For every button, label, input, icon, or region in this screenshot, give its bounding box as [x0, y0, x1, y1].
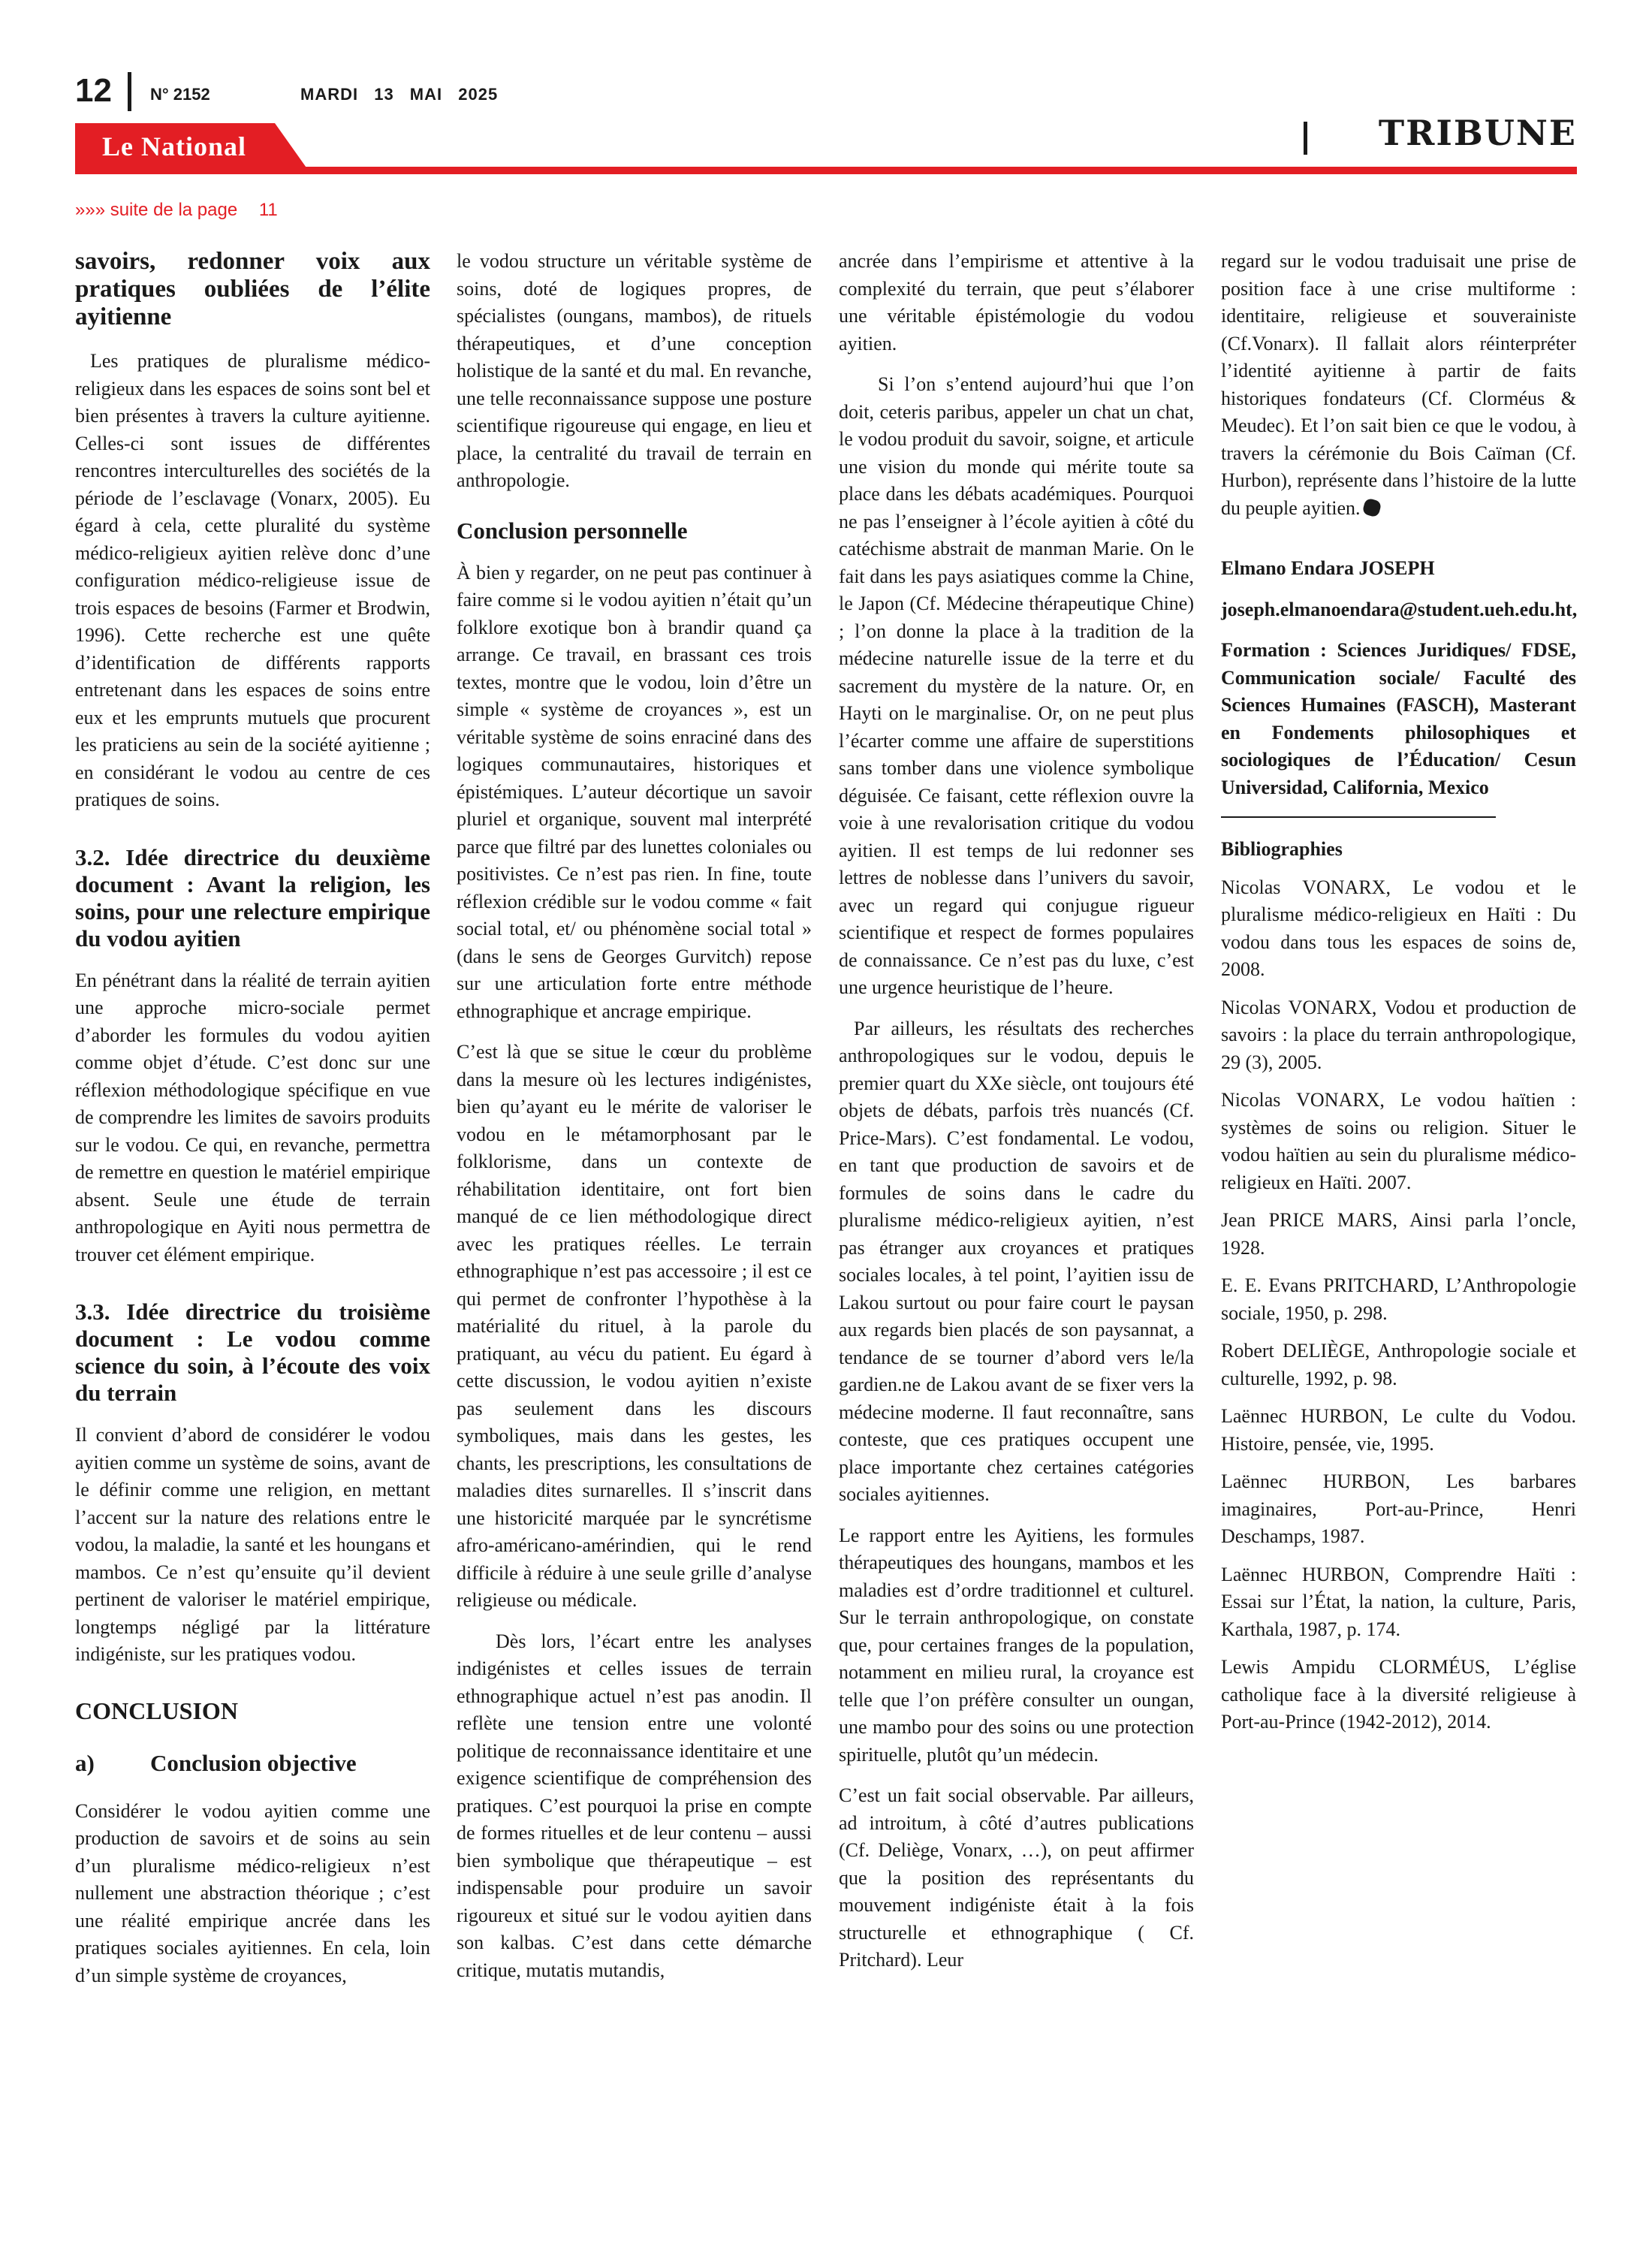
- issue-date: MARDI 13 MAI 2025: [300, 85, 499, 104]
- conclusion-objective-title: Conclusion objective: [150, 1749, 357, 1776]
- conclusion-objective-heading: [75, 1748, 430, 1778]
- section-title: TRIBUNE: [1378, 113, 1577, 153]
- paragraph: Les pratiques de pluralisme médico-religieux dans les espaces de soins sont bel et bien présentes à travers la culture ayitienne. Celles-ci sont issues de différentes rencontres interculturelles des sociétés de la période de l’esclavage (Vonarx, 2005). Eu égard à cela, cette pluralité du système médico-religieux ayitien relève donc d’une configuration médico-religieuse issue de trois espaces de besoins (Farmer et Brodwin, 1996). Cette recherche est une quête d’identification de différents rapports entretenant dans les espaces de soins entre eux et les emprunts mutuels que procurent les praticiens au sein de la société ayitienne ; en considérant le vodou au centre de ces pratiques de soins.: [75, 350, 430, 810]
- bibliography-entry: Nicolas VONARX, Vodou et production de savoirs : la place du terrain anthropologique, 29 (3), 2005.: [1221, 996, 1576, 1073]
- bibliography: [1221, 836, 1576, 1736]
- paragraph: En pénétrant dans la réalité de terrain ayitien une approche micro-sociale permet d’aborder les formules du vodou ayitien comme objet d’étude. C’est donc sur une réflexion méthodologique spécifique en vue de comprendre les limites de savoirs produits sur le vodou. Ce qui, en revanche, permettra de remettre en question le matériel empirique absent. Seule une étude de terrain anthropologique en Ayiti nous permettra de trouver cet élément empirique.: [75, 969, 430, 1265]
- conclusion-personal-heading: Conclusion personnelle: [457, 517, 688, 544]
- paragraph: [1221, 248, 1576, 522]
- paragraph: C’est un fait social observable. Par ailleurs, ad introitum, à côté d’autres publications (Cf. Deliège, Vonarx, …), on peut affirmer que la position des représentants du mouvement indigéniste était à la fois structurelle et ethnographique ( Cf. Pritchard). Leur: [839, 1784, 1194, 1971]
- continued-from: [75, 200, 278, 221]
- closing-text: regard sur le vodou traduisait une prise de position face à une crise multiforme : identitaire, religieuse et souverainiste (Cf.Vonarx). Il fallait alors réinterpréter l’identité ayitienne à partir de faits historiques fondateurs (Cf. Clorméus & Meudec). Et l’on sait bien ce que le vodou, à travers la cérémonie du Bois Caïman (Cf. Hurbon), représente dans l’histoire de la lutte du peuple ayitien.: [1221, 250, 1576, 519]
- section-subtitle: savoirs, redonner voix aux pratiques oubliées de l’élite ayitienne: [75, 248, 430, 330]
- article-column-4: [1221, 248, 1576, 1747]
- paragraph: Il convient d’abord de considérer le vodou ayitien comme un système de soins, avant de le définir comme une religion, en mettant l’accent sur la nature des relations entre le vodou, la maladie, la santé et les houngans et mambos. Ce n’est qu’ensuite qu’il devient pertinent de valoriser le matériel empirique, longtemps négligé par la littérature indigéniste, sur les pratiques vodou.: [75, 1424, 430, 1665]
- bibliography-entry: Laënnec HURBON, Comprendre Haïti : Essai sur l’État, la nation, la culture, Paris, Karthala, 1987, p. 174.: [1221, 1563, 1576, 1640]
- paragraph: Le rapport entre les Ayitiens, les formules thérapeutiques des houngans, mambos et les maladies est d’ordre traditionnel et culturel. Sur le terrain anthropologique, on constate que, pour certaines franges de la population, notamment en milieu rural, la croyance est telle que l’on préfère consulter un oungan, une mambo pour des soins ou une protection spirituelle, plutôt qu’un médecin.: [839, 1524, 1194, 1766]
- article-column-2: [457, 248, 812, 1998]
- paragraph: Considérer le vodou ayitien comme une production de savoirs et de soins au sein d’un pluralisme médico-religieux n’est nullement une abstraction théorique ; c’est une réalité empirique ancrée dans les pratiques sociales ayitiennes. En cela, loin d’un simple système de croyances,: [75, 1799, 430, 1986]
- bibliography-entry: Nicolas VONARX, Le vodou haïtien : systèmes de soins ou religion. Situer le vodou haïtien au sein du pluralisme médico-religieux en Haïti. 2007.: [1221, 1089, 1576, 1193]
- bibliography-title: Bibliographies: [1221, 838, 1343, 860]
- section-heading-3-3: 3.3. Idée directrice du troisième document : Le vodou comme science du soin, à l’écoute des voix du terrain: [75, 1298, 430, 1406]
- article-column-3: [839, 248, 1194, 1988]
- author-bio: Formation : Sciences Juridiques/ FDSE, Communication sociale/ Faculté des Sciences Humaines (FASCH), Masterant en Fondements philosophiques et sociologiques de l’Éducation/ Cesun Universidad, California, Mexico: [1221, 639, 1576, 798]
- bibliography-entry: Jean PRICE MARS, Ainsi parla l’oncle, 1928.: [1221, 1209, 1576, 1259]
- header-divider: [128, 72, 131, 111]
- bibliography-entry: E. E. Evans PRITCHARD, L’Anthropologie sociale, 1950, p. 298.: [1221, 1274, 1576, 1324]
- bibliography-entry: Robert DELIÈGE, Anthropologie sociale et culturelle, 1992, p. 98.: [1221, 1340, 1576, 1389]
- continued-page: 11: [258, 200, 278, 220]
- bibliography-entry: Lewis Ampidu CLORMÉUS, L’église catholique face à la diversité religieuse à Port-au-Prince (1942-2012), 2014.: [1221, 1656, 1576, 1733]
- author-name: Elmano Endara JOSEPH: [1221, 557, 1435, 579]
- header-red-rule: [75, 167, 1577, 174]
- section-divider: [1304, 122, 1307, 155]
- paragraph: ancrée dans l’empirisme et attentive à la complexité du terrain, que peut s’élaborer une véritable épistémologie du vodou ayitien.: [839, 250, 1194, 354]
- bibliography-entry: Laënnec HURBON, Le culte du Vodou. Histoire, pensée, vie, 1995.: [1221, 1405, 1576, 1455]
- paragraph: Dès lors, l’écart entre les analyses indigénistes et celles issues de terrain ethnographique actuel n’est pas anodin. Il reflète une tension entre une volonté politique de reconnaissance identitaire et une exigence scientifique de compréhension des pratiques. C’est pourquoi la prise en compte de formes rituelles et de leur contenu – aussi bien symbolique que thérapeutique – est indispensable pour produire un savoir rigoureux et situé sur le vodou ayitien dans son kalbas. C’est dans cette démarche critique, mutatis mutandis,: [457, 1630, 812, 1981]
- paragraph: Si l’on s’entend aujourd’hui que l’on doit, ceteris paribus, appeler un chat un chat, le vodou produit du savoir, soigne, et articule une vision du monde qui mérite toute sa place dans les débats académiques. Pourquoi ne pas l’enseigner à l’école ayitien à côté du catéchisme abstrait de manman Marie. On le fait dans les pays asiatiques comme la Chine, le Japon (Cf. Médecine thérapeutique Chine) ; l’on donne la place à la tradition de la médecine naturelle issue de la terre et du sacrement du mystère de la nature. Or, en Hayti on le marginalise. Or, on ne peut plus l’écarter comme une affaire de superstitions sans tomber dans une violence symbolique déguisée. Ce faisant, cette réflexion ouvre la voie à une revalorisation critique du vodou ayitien. Il est temps de lui redonner ses lettres de noblesse dans l’univers du savoir, avec un regard qui conjugue rigueur scientifique et respect de formes populaires de connaissance. Ce n’est pas du luxe, c’est une urgence heuristique de l’heure.: [839, 373, 1194, 998]
- list-marker: a): [75, 1749, 95, 1776]
- paragraph: Par ailleurs, les résultats des recherches anthropologiques sur le vodou, depuis le premier quart du XXe siècle, ont toujours été objets de débats, parfois très nuancés (Cf. Price-Mars). C’est fondamental. Le vodou, en tant que production de savoirs et de formules de soins dans le cadre du pluralisme médico-religieux ayitien, n’est pas étranger aux croyances et pratiques sociales locales, à tel point, l’ayitien issu de Lakou surtout ou pour faire court le paysan aux regards bien placés de son paysannat, a tendance de se tourner d’abord vers le/la gardien.ne de Lakou avant de se fixer vers la médecine moderne. Il faut reconnaître, sans conteste, que ces pratiques occupent une place importante chez certaines catégories sociales ayitiennes.: [839, 1017, 1194, 1505]
- issue-number: N° 2152: [150, 85, 210, 104]
- paragraph: le vodou structure un véritable système de soins, doté de logiques propres, de spécialistes (oungans, mambos), de rituels thérapeutiques, et d’une conception holistique de la santé et du mal. En revanche, une telle reconnaissance suppose une posture scientifique rigoureuse qui engage, en lieu et place, la centralité du travail de terrain en anthropologie.: [457, 250, 812, 491]
- author-email: joseph.elmanoendara@student.ueh.edu.ht,: [1221, 598, 1578, 620]
- publication-logo: [75, 123, 308, 170]
- publication-name: Le National: [102, 131, 247, 161]
- paragraph: C’est là que se situe le cœur du problème dans la mesure où les lectures indigénistes, bien qu’ayant eu le mérite de valoriser le vodou en le métamorphosant par le folklorisme, dans un contexte de réhabilitation identitaire, ont fort bien manqué de ce lien méthodologique direct avec les pratiques réelles. Le terrain ethnographique n’est pas accessoire ; il est ce qui permet de confronter l’hypothèse à la matérialité du rituel, à la parole du pratiquant, au vécu du patient. Eu égard à cette discussion, le vodou ayitien n’existe pas seulement dans les discours symboliques, mais dans les gestes, les chants, les prescriptions, les consultations de maladies dites surnarelles. Il s’inscrit dans une historicité marquée par le syncrétisme afro-américano-amérindien, qui le rend difficile à réduire à une seule grille d’analyse religieuse ou médicale.: [457, 1041, 812, 1611]
- end-of-article-icon: [1361, 497, 1382, 517]
- section-heading-3-2: 3.2. Idée directrice du deuxième document : Avant la religion, les soins, pour une relecture empirique du vodou ayitien: [75, 843, 430, 952]
- continued-label: »»» suite de la page: [75, 200, 238, 220]
- page-number: 12: [75, 72, 112, 109]
- article-column-1: [75, 248, 430, 2003]
- bibliography-entry: Laënnec HURBON, Les barbares imaginaires, Port-au-Prince, Henri Deschamps, 1987.: [1221, 1470, 1576, 1547]
- bibliography-entry: Nicolas VONARX, Le vodou et le pluralisme médico-religieux en Haïti : Du vodou dans tous les espaces de soins de, 2008.: [1221, 876, 1576, 980]
- paragraph: À bien y regarder, on ne peut pas continuer à faire comme si le vodou ayitien n’était qu’un folklore exotique bon à brandir quand ça arrange. Ce travail, en brassant ces trois textes, montre que le vodou, loin d’être un simple « système de croyances », est un véritable système de soins enraciné dans des logiques communautaires, historiques et épistémiques. L’auteur décortique un savoir pluriel et organique, souvent mal interprété parce que filtré par des lunettes coloniales ou positivistes. Ce n’est pas rien. In fine, toute réflexion crédible sur le vodou comme « fait social total, et/ ou phénomène social total » (dans le sens de Georges Gurvitch) repose sur une articulation forte entre méthode ethnographique et ancrage empirique.: [457, 561, 812, 1022]
- bibliography-separator: [1221, 816, 1496, 818]
- conclusion-heading: CONCLUSION: [75, 1697, 238, 1724]
